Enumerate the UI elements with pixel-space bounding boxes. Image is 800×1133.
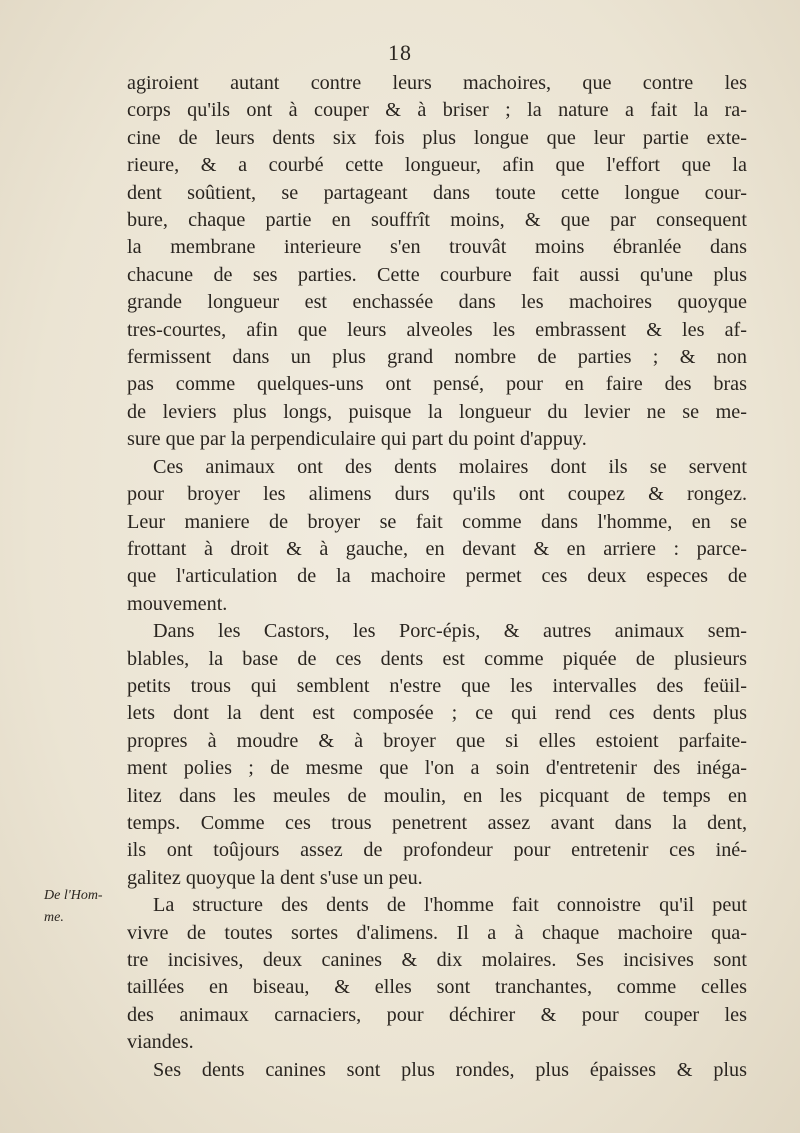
text-line: tre incisives, deux canines & dix molaires. Ses incisives sont <box>127 949 747 971</box>
text-line: rieure, & a courbé cette longueur, afin que l'effort que la <box>127 154 747 177</box>
margin-note-line: me. <box>44 910 64 925</box>
text-line: Leur maniere de broyer se fait comme dans l'homme, en se <box>127 510 747 533</box>
text-line: litez dans les meules de moulin, en les picquant de temps en <box>127 784 747 807</box>
text-line: lets dont la dent est composée ; ce qui rend ces dents plus <box>127 702 747 725</box>
text-line: vivre de toutes sortes d'alimens. Il a à chaque machoire qua- <box>127 921 747 944</box>
page-number: 18 <box>388 40 412 65</box>
text-line: tres-courtes, afin que leurs alveoles les embrassent & les af- <box>127 318 747 341</box>
text-line: chacune de ses parties. Cette courbure fait aussi qu'une plus <box>127 263 747 286</box>
text-line: petits trous qui semblent n'estre que les intervalles des feüil- <box>127 674 747 697</box>
text-line: que l'articulation de la machoire permet ces deux especes de <box>127 565 747 588</box>
text-line: galitez quoyque la dent s'use un peu. <box>127 866 423 889</box>
text-line: des animaux carnaciers, pour déchirer & pour couper les <box>127 1003 747 1026</box>
paragraph <box>127 1057 747 1084</box>
text-line: la membrane interieure s'en trouvât moins ébranlée dans <box>127 236 747 259</box>
text-line: viandes. <box>127 1031 194 1054</box>
text-line: frottant à droit & à gauche, en devant & en arriere : parce- <box>127 537 747 560</box>
text-line: dent soûtient, se partageant dans toute cette longue cour- <box>127 181 747 204</box>
text-line: cine de leurs dents six fois plus longue que leur partie exte- <box>127 126 747 149</box>
text-line: bure, chaque partie en souffrît moins, & que par consequent <box>127 209 747 232</box>
paragraph <box>127 618 747 892</box>
text-line: Dans les Castors, les Porc-épis, & autres animaux sem- <box>153 620 747 643</box>
text-line: agiroient autant contre leurs machoires, que contre les <box>127 72 747 94</box>
text-line: propres à moudre & à broyer que si elles estoient parfaite- <box>127 729 747 752</box>
text-line: fermissent dans un plus grand nombre de parties ; & non <box>127 346 747 369</box>
text-line: pas comme quelques-uns ont pensé, pour en faire des bras <box>127 373 747 396</box>
text-line: La structure des dents de l'homme fait connoistre qu'il peut <box>153 894 747 917</box>
paragraph <box>127 70 747 454</box>
text-line: ment polies ; de mesme que l'on a soin d'entretenir des inéga- <box>127 757 747 780</box>
text-line: ils ont toûjours assez de profondeur pour entretenir ces iné- <box>127 839 747 862</box>
text-line: de leviers plus longs, puisque la longueur du levier ne se me- <box>127 400 747 423</box>
text-line: sure que par la perpendiculaire qui part du point d'appuy. <box>127 428 587 451</box>
text-line: corps qu'ils ont à couper & à briser ; la nature a fait la ra- <box>127 99 747 122</box>
text-line: grande longueur est enchassée dans les machoires quoyque <box>127 291 747 314</box>
text-line: pour broyer les alimens durs qu'ils ont coupez & rongez. <box>127 483 747 506</box>
margin-note-line: De l'Hom- <box>44 888 103 903</box>
text-line: mouvement. <box>127 592 228 615</box>
body-text <box>127 70 747 1084</box>
text-line: blables, la base de ces dents est comme piquée de plusieurs <box>127 647 747 670</box>
margin-note <box>44 885 124 929</box>
text-line: Ses dents canines sont plus rondes, plus épaisses & plus <box>153 1058 747 1081</box>
text-line: Ces animaux ont des dents molaires dont ils se servent <box>153 455 747 478</box>
paragraph <box>127 892 747 1056</box>
paragraph <box>127 454 747 618</box>
text-line: taillées en biseau, & elles sont tranchantes, comme celles <box>127 976 747 999</box>
text-line: temps. Comme ces trous penetrent assez avant dans la dent, <box>127 811 747 834</box>
